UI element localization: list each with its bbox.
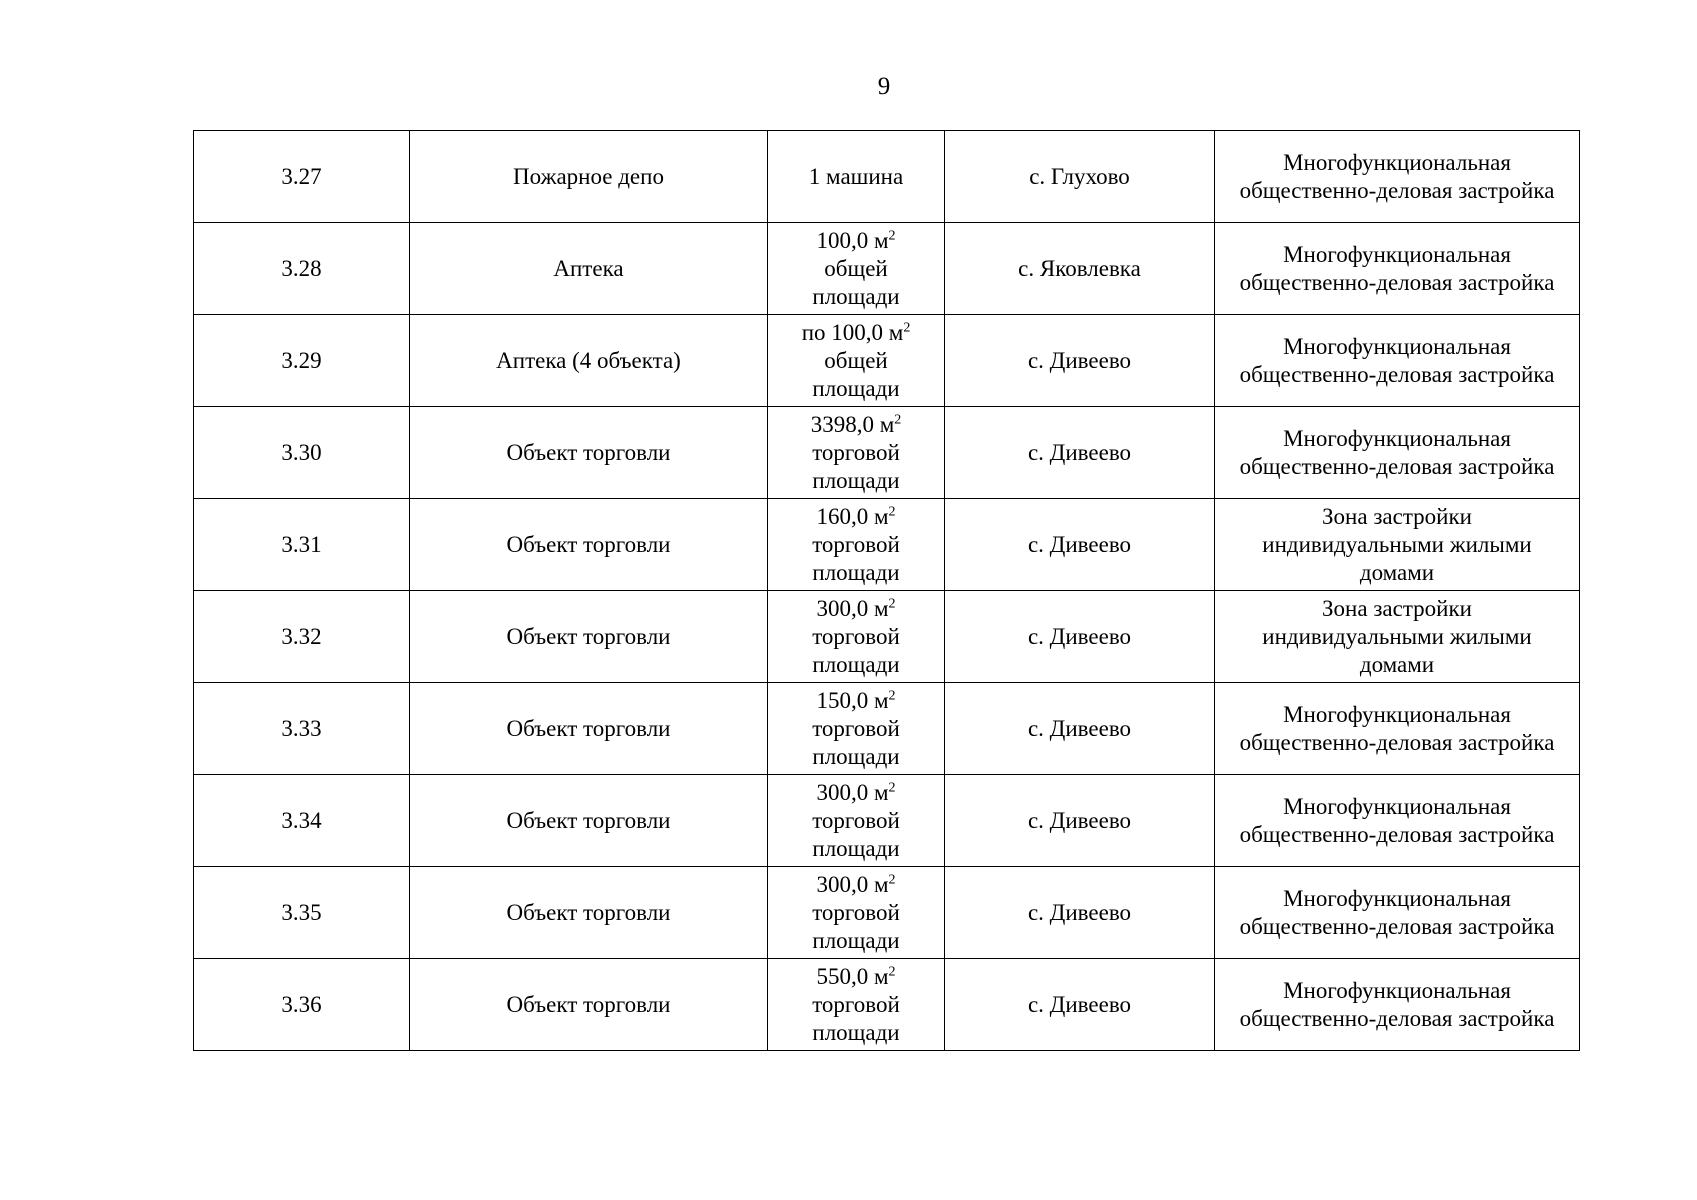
row-number-cell: 3.34	[194, 775, 410, 867]
capacity-line-2: общей	[824, 255, 888, 281]
location-cell: с. Дивеево	[945, 775, 1215, 867]
zone-line-2: индивидуальными жилыми	[1262, 623, 1532, 649]
capacity-line-3: площади	[812, 651, 900, 677]
object-name-cell: Объект торговли	[410, 407, 768, 499]
capacity-line-3: площади	[812, 559, 900, 585]
zone-line-3: домами	[1359, 651, 1435, 677]
table-row	[194, 499, 1580, 591]
capacity-line-2: торговой	[812, 807, 900, 833]
row-number-cell: 3.28	[194, 223, 410, 315]
capacity-value: 100,0 $м^2$	[816, 227, 896, 253]
capacity-value: 550,0 $м^2$	[816, 963, 896, 989]
location-cell: с. Дивеево	[945, 959, 1215, 1051]
table-row	[194, 867, 1580, 959]
zone-line-2: индивидуальными жилыми	[1262, 531, 1532, 557]
row-number-cell: 3.32	[194, 591, 410, 683]
capacity-line-3: площади	[812, 283, 900, 309]
capacity-cell	[768, 223, 945, 315]
capacity-cell	[768, 499, 945, 591]
location-cell: с. Дивеево	[945, 591, 1215, 683]
zone-cell	[1215, 867, 1580, 959]
row-number-cell: 3.31	[194, 499, 410, 591]
object-name-cell: Объект торговли	[410, 499, 768, 591]
location-cell: с. Дивеево	[945, 407, 1215, 499]
zone-line-1: Многофункциональная	[1283, 241, 1511, 267]
capacity-cell	[768, 591, 945, 683]
table-row	[194, 407, 1580, 499]
zone-line-1: Многофункциональная	[1283, 425, 1511, 451]
zone-cell	[1215, 683, 1580, 775]
capacity-line-2: торговой	[812, 991, 900, 1017]
capacity-line-3: площади	[812, 467, 900, 493]
row-number-cell: 3.30	[194, 407, 410, 499]
table-row	[194, 591, 1580, 683]
zone-line-1: Зона застройки	[1322, 503, 1472, 529]
row-number-cell: 3.29	[194, 315, 410, 407]
zone-line-2: общественно-деловая застройка	[1239, 729, 1555, 755]
capacity-value: 300,0 $м^2$	[816, 779, 896, 805]
capacity-line-2: торговой	[812, 531, 900, 557]
capacity-cell	[768, 315, 945, 407]
zone-cell	[1215, 131, 1580, 223]
object-name-cell: Объект торговли	[410, 591, 768, 683]
capacity-value: 300,0 $м^2$	[816, 871, 896, 897]
objects-table	[193, 130, 1580, 1051]
zone-line-1: Многофункциональная	[1283, 885, 1511, 911]
page-number: 9	[877, 73, 891, 100]
capacity-cell	[768, 683, 945, 775]
zone-line-1: Зона застройки	[1322, 595, 1472, 621]
table-row	[194, 775, 1580, 867]
capacity-line-2: общей	[824, 347, 888, 373]
location-cell: с. Дивеево	[945, 683, 1215, 775]
capacity-value: 300,0 $м^2$	[816, 595, 896, 621]
table-row	[194, 131, 1580, 223]
capacity-value: по 100,0 $м^2$	[801, 319, 911, 345]
zone-line-3: домами	[1359, 559, 1435, 585]
zone-line-2: общественно-деловая застройка	[1239, 269, 1555, 295]
zone-line-2: общественно-деловая застройка	[1239, 361, 1555, 387]
zone-line-1: Многофункциональная	[1283, 793, 1511, 819]
object-name-cell: Объект торговли	[410, 683, 768, 775]
capacity-cell	[768, 867, 945, 959]
capacity-value: 1 машина	[808, 163, 904, 189]
capacity-line-3: площади	[812, 927, 900, 953]
zone-line-2: общественно-деловая застройка	[1239, 453, 1555, 479]
object-name-cell: Объект торговли	[410, 775, 768, 867]
table-row	[194, 959, 1580, 1051]
capacity-line-2: торговой	[812, 715, 900, 741]
zone-line-2: общественно-деловая застройка	[1239, 821, 1555, 847]
zone-line-1: Многофункциональная	[1283, 977, 1511, 1003]
table-row	[194, 683, 1580, 775]
zone-cell	[1215, 315, 1580, 407]
zone-line-1: Многофункциональная	[1283, 333, 1511, 359]
capacity-line-2: торговой	[812, 439, 900, 465]
zone-cell	[1215, 407, 1580, 499]
row-number-cell: 3.33	[194, 683, 410, 775]
capacity-line-2: торговой	[812, 623, 900, 649]
capacity-cell	[768, 407, 945, 499]
row-number-cell: 3.27	[194, 131, 410, 223]
location-cell: с. Дивеево	[945, 315, 1215, 407]
row-number-cell: 3.36	[194, 959, 410, 1051]
capacity-line-3: площади	[812, 835, 900, 861]
capacity-value: 3398,0 $м^2$	[810, 411, 902, 437]
zone-line-1: Многофункциональная	[1283, 701, 1511, 727]
object-name-cell: Объект торговли	[410, 867, 768, 959]
object-name-cell: Аптека (4 объекта)	[410, 315, 768, 407]
location-cell: с. Глухово	[945, 131, 1215, 223]
object-name-cell: Пожарное депо	[410, 131, 768, 223]
capacity-line-2: торговой	[812, 899, 900, 925]
zone-line-1: Многофункциональная	[1283, 149, 1511, 175]
location-cell: с. Дивеево	[945, 867, 1215, 959]
zone-cell	[1215, 591, 1580, 683]
capacity-line-3: площади	[812, 375, 900, 401]
location-cell: с. Дивеево	[945, 499, 1215, 591]
zone-cell	[1215, 775, 1580, 867]
table-row	[194, 223, 1580, 315]
table-row	[194, 315, 1580, 407]
capacity-cell	[768, 775, 945, 867]
row-number-cell: 3.35	[194, 867, 410, 959]
capacity-line-3: площади	[812, 1019, 900, 1045]
zone-line-2: общественно-деловая застройка	[1239, 177, 1555, 203]
object-name-cell: Аптека	[410, 223, 768, 315]
object-name-cell: Объект торговли	[410, 959, 768, 1051]
capacity-cell	[768, 959, 945, 1051]
objects-table-body	[194, 131, 1580, 1051]
location-cell: с. Яковлевка	[945, 223, 1215, 315]
capacity-cell	[768, 131, 945, 223]
zone-cell	[1215, 223, 1580, 315]
capacity-value: 160,0 $м^2$	[816, 503, 896, 529]
zone-cell	[1215, 499, 1580, 591]
zone-cell	[1215, 959, 1580, 1051]
capacity-line-3: площади	[812, 743, 900, 769]
capacity-value: 150,0 $м^2$	[816, 687, 896, 713]
zone-line-2: общественно-деловая застройка	[1239, 1005, 1555, 1031]
zone-line-2: общественно-деловая застройка	[1239, 913, 1555, 939]
